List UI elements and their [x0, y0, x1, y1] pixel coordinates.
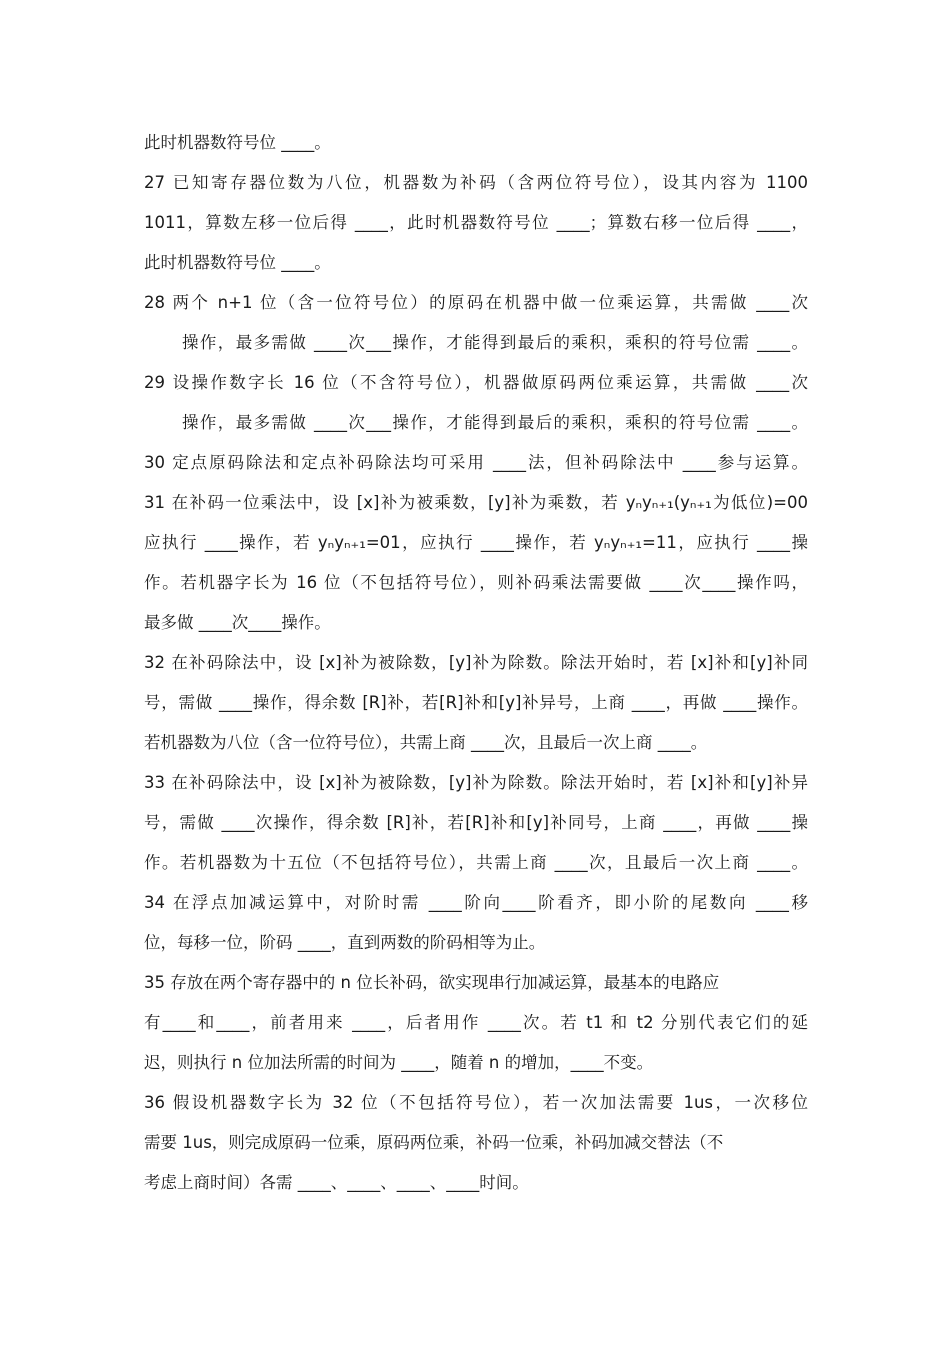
text-line: 号，需做 ____操作，得余数 [R]补，若[R]补和[y]补异号，上商 ____，再做 ____操作。	[144, 693, 808, 712]
text-line: 30 定点原码除法和定点补码除法均可采用 ____法，但补码除法中 ____参与运算。	[144, 453, 808, 472]
text-line: 此时机器数符号位 ____。	[144, 133, 331, 152]
text-line: 最多做 ____次____操作。	[144, 613, 331, 632]
text-line: 27 已知寄存器位数为八位，机器数为补码（含两位符号位），设其内容为 1100	[144, 173, 808, 192]
text-line: 32 在补码除法中，设 [x]补为被除数，[y]补为除数。除法开始时，若 [x]补和[y]补同	[144, 653, 808, 672]
text-line: 位，每移一位，阶码 ____，直到两数的阶码相等为止。	[144, 933, 546, 952]
text-line: 1011，算数左移一位后得 ____，此时机器数符号位 ____；算数右移一位后得 ____，	[144, 213, 808, 232]
text-line: 36 假设机器数字长为 32 位（不包括符号位），若一次加法需要 1us，一次移位	[144, 1093, 808, 1112]
text-line: 29 设操作数字长 16 位（不含符号位），机器做原码两位乘运算，共需做 ____次	[144, 373, 808, 392]
text-line: 35 存放在两个寄存器中的 n 位长补码，欲实现串行加减运算，最基本的电路应	[144, 973, 720, 992]
text-line: 操作，最多需做 ____次___操作，才能得到最后的乘积，乘积的符号位需 ____。	[182, 413, 808, 432]
text-line: 31 在补码一位乘法中，设 [x]补为被乘数，[y]补为乘数，若 yₙyₙ₊₁(yₙ₊₁为低位)=00	[144, 493, 808, 512]
text-line: 有____和____，前者用来 ____，后者用作 ____次。若 t1 和 t2 分别代表它们的延	[144, 1013, 808, 1032]
text-line: 28 两个 n+1 位（含一位符号位）的原码在机器中做一位乘运算，共需做 ____次	[144, 293, 808, 312]
text-line: 迟，则执行 n 位加法所需的时间为 ____，随着 n 的增加，____不变。	[144, 1053, 654, 1072]
text-line: 应执行 ____操作，若 yₙyₙ₊₁=01，应执行 ____操作，若 yₙyₙ₊₁=11，应执行 ____操	[144, 533, 808, 552]
text-line: 操作，最多需做 ____次___操作，才能得到最后的乘积，乘积的符号位需 ____。	[182, 333, 808, 352]
text-line: 33 在补码除法中，设 [x]补为被除数，[y]补为除数。除法开始时，若 [x]补和[y]补异	[144, 773, 808, 792]
text-line: 此时机器数符号位 ____。	[144, 253, 331, 272]
text-line: 若机器数为八位（含一位符号位），共需上商 ____次，且最后一次上商 ____。	[144, 733, 708, 752]
text-line: 考虑上商时间）各需 ____、____、____、____时间。	[144, 1173, 529, 1192]
text-line: 作。若机器数为十五位（不包括符号位），共需上商 ____次，且最后一次上商 ____。	[144, 853, 808, 872]
text-line: 需要 1us，则完成原码一位乘，原码两位乘，补码一位乘，补码加减交替法（不	[144, 1133, 724, 1152]
text-line: 号，需做 ____次操作，得余数 [R]补，若[R]补和[y]补同号，上商 ____，再做 ____操	[144, 813, 808, 832]
text-line: 作。若机器字长为 16 位（不包括符号位），则补码乘法需要做 ____次____操作吗，	[144, 573, 808, 592]
text-line: 34 在浮点加减运算中，对阶时需 ____阶向____阶看齐，即小阶的尾数向 ____移	[144, 893, 808, 912]
